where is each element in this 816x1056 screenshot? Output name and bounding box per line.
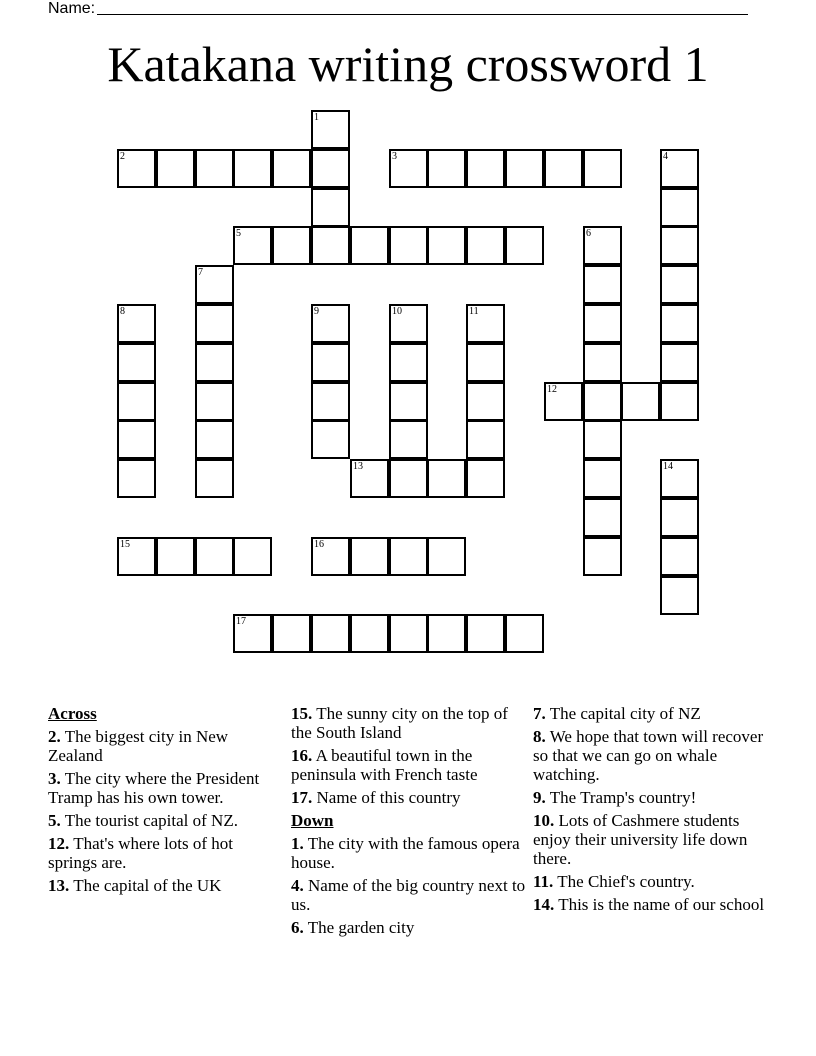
grid-cell[interactable] [466,304,505,343]
grid-cell[interactable] [660,459,699,498]
cell-number: 11 [469,306,479,317]
cell-number: 15 [120,539,130,550]
grid-cell[interactable] [427,614,466,653]
cell-number: 12 [547,384,557,395]
grid-cell[interactable] [660,188,699,227]
cell-number: 4 [663,151,668,162]
grid-cell[interactable] [660,576,699,615]
grid-cell[interactable] [233,537,272,576]
clue-down-8: 8. We hope that town will recover so that we can go on whale watching. [533,727,764,784]
grid-cell[interactable] [117,304,156,343]
grid-cell[interactable] [583,304,622,343]
grid-cell[interactable] [389,614,428,653]
grid-cell[interactable] [195,343,234,382]
grid-cell[interactable] [660,304,699,343]
clue-across-16: 16. A beautiful town in the peninsula with French taste [291,746,478,784]
grid-cell[interactable] [427,537,466,576]
cell-number: 2 [120,151,125,162]
grid-cell[interactable] [195,420,234,459]
grid-cell[interactable] [350,537,389,576]
clue-down-9: 9. The Tramp's country! [533,788,697,807]
clue-down-11: 11. The Chief's country. [533,872,695,891]
grid-cell[interactable] [389,420,428,459]
down-heading: Down [291,811,334,830]
grid-cell[interactable] [311,614,350,653]
cell-number: 14 [663,461,673,472]
grid-cell[interactable] [311,420,350,459]
grid-cell[interactable] [117,537,156,576]
grid-cell[interactable] [350,226,389,265]
grid-cell[interactable] [621,382,660,421]
grid-cell[interactable] [156,537,195,576]
grid-cell[interactable] [311,188,350,227]
grid-cell[interactable] [311,537,350,576]
grid-cell[interactable] [583,149,622,188]
grid-cell[interactable] [311,226,350,265]
clue-across-17: 17. Name of this country [291,788,461,807]
grid-cell[interactable] [389,304,428,343]
clue-down-7: 7. The capital city of NZ [533,704,701,723]
clue-down-10: 10. Lots of Cashmere students enjoy their university life down there. [533,811,748,868]
grid-cell[interactable] [583,343,622,382]
grid-cell[interactable] [311,149,350,188]
cell-number: 13 [353,461,363,472]
grid-cell[interactable] [660,537,699,576]
grid-cell[interactable] [272,226,311,265]
cell-number: 10 [392,306,402,317]
grid-cell[interactable] [350,614,389,653]
grid-cell[interactable] [583,459,622,498]
clues-column-1 [48,704,284,899]
grid-cell[interactable] [233,149,272,188]
grid-cell[interactable] [233,614,272,653]
name-label: Name: [48,0,96,17]
grid-cell[interactable] [117,382,156,421]
grid-cell[interactable] [389,382,428,421]
grid-cell[interactable] [505,226,544,265]
grid-cell[interactable] [466,459,505,498]
grid-cell[interactable] [350,459,389,498]
grid-cell[interactable] [117,149,156,188]
grid-cell[interactable] [233,226,272,265]
cell-number: 7 [198,267,203,278]
cell-number: 8 [120,306,125,317]
grid-cell[interactable] [195,304,234,343]
cell-number: 1 [314,112,319,123]
grid-cell[interactable] [466,382,505,421]
clue-down-14: 14. This is the name of our school [533,895,765,914]
grid-cell[interactable] [660,498,699,537]
page-title: Katakana writing crossword 1 [107,36,709,92]
cell-number: 5 [236,228,241,239]
grid-cell[interactable] [389,537,428,576]
clue-across-12: 12. That's where lots of hot springs are. [48,834,234,872]
grid-cell[interactable] [544,149,583,188]
grid-cell[interactable] [583,498,622,537]
grid-cell[interactable] [427,226,466,265]
grid-cell[interactable] [389,459,428,498]
grid-cell[interactable] [117,459,156,498]
cell-number: 17 [236,616,246,627]
grid-cell[interactable] [660,343,699,382]
grid-cell[interactable] [505,614,544,653]
grid-cell[interactable] [660,226,699,265]
grid-cell[interactable] [195,459,234,498]
cell-number: 3 [392,151,397,162]
grid-cell[interactable] [389,149,428,188]
grid-cell[interactable] [660,265,699,304]
grid-cell[interactable] [427,149,466,188]
grid-cell[interactable] [117,343,156,382]
grid-cell[interactable] [389,226,428,265]
grid-cell[interactable] [311,343,350,382]
cell-number: 16 [314,539,324,550]
clue-across-13: 13. The capital of the UK [48,876,222,895]
grid-cell[interactable] [466,420,505,459]
grid-cell[interactable] [505,149,544,188]
grid-cell[interactable] [195,537,234,576]
grid-cell[interactable] [272,149,311,188]
across-heading: Across [48,704,97,723]
grid-cell[interactable] [195,265,234,304]
clue-down-4: 4. Name of the big country next to us. [291,876,526,914]
clue-down-1: 1. The city with the famous opera house. [291,834,520,872]
grid-cell[interactable] [583,382,622,421]
grid-cell[interactable] [660,382,699,421]
grid-cell[interactable] [583,420,622,459]
grid-cell[interactable] [466,614,505,653]
clue-across-3: 3. The city where the President Tramp has his own tower. [48,769,260,807]
grid-cell[interactable] [583,265,622,304]
clue-across-5: 5. The tourist capital of NZ. [48,811,238,830]
grid-cell[interactable] [583,537,622,576]
grid-cell[interactable] [195,149,234,188]
cell-number: 9 [314,306,319,317]
grid-cell[interactable] [311,110,350,149]
clue-down-6: 6. The garden city [291,918,415,937]
grid-cell[interactable] [583,226,622,265]
grid-cell[interactable] [544,382,583,421]
grid-cell[interactable] [466,343,505,382]
grid-cell[interactable] [117,420,156,459]
grid-cell[interactable] [427,459,466,498]
grid-cell[interactable] [660,149,699,188]
grid-cell[interactable] [466,149,505,188]
cell-number: 6 [586,228,591,239]
clues-column-2 [291,704,527,941]
grid-cell[interactable] [466,226,505,265]
grid-cell[interactable] [311,304,350,343]
clue-across-2: 2. The biggest city in New Zealand [48,727,229,765]
grid-cell[interactable] [272,614,311,653]
clues-column-3 [533,704,773,918]
grid-cell[interactable] [195,382,234,421]
grid-cell[interactable] [389,343,428,382]
grid-cell[interactable] [311,382,350,421]
grid-cell[interactable] [156,149,195,188]
clue-across-15: 15. The sunny city on the top of the South Island [291,704,508,742]
